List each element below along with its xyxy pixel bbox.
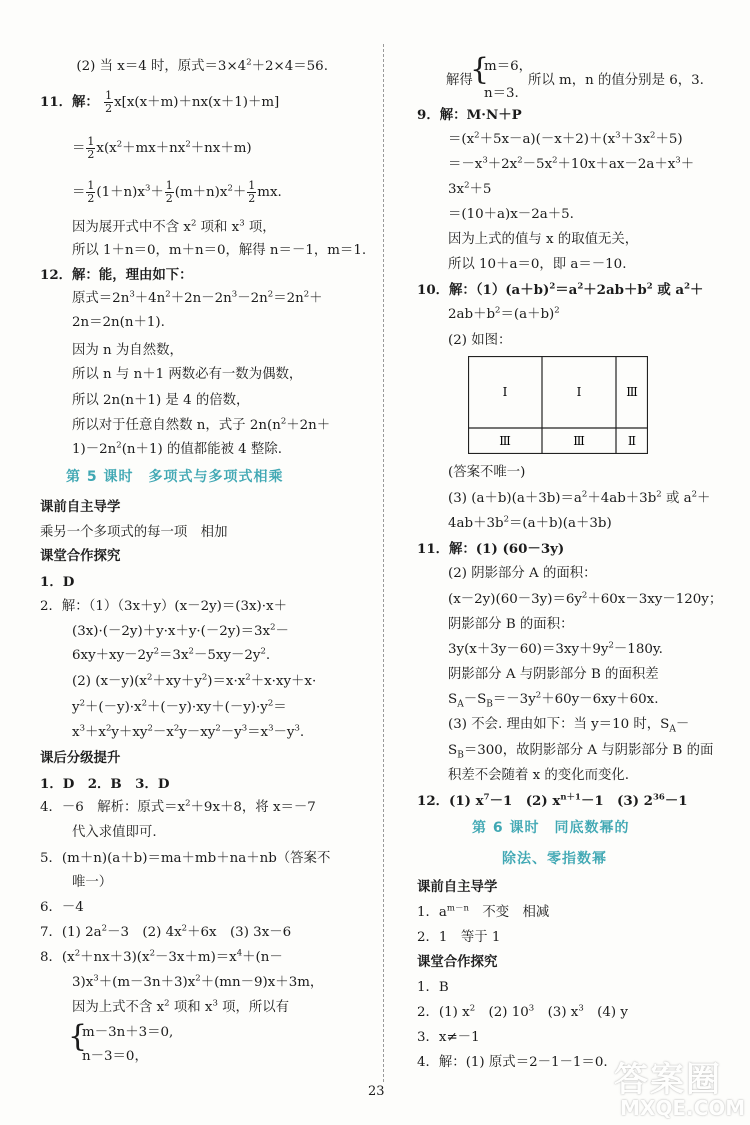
text-line: (2) $(x-y)(x^2+xy+y^2)=x\cdot x^2+x\cdot xy+x\cdot$: [72, 672, 317, 689]
text-line: (2) 如图：: [448, 333, 512, 348]
text-line: 所以 m，n 的值分别是 6，3.: [528, 73, 704, 88]
text-line: 5．(m＋n)(a＋b)＝ma＋mb＋na＋nb（答案不: [40, 851, 331, 866]
text-line: $1)-2n^2(n+1)$ 的值都能被 4 整除.: [72, 440, 282, 457]
text-line: 8．$(x^2+nx+3)(x^2-3x+m)=x^4+(n-$: [40, 948, 283, 965]
figure-label: Ⅲ: [573, 434, 585, 448]
fraction: $\frac{1}{2}$: [87, 179, 95, 205]
subsection-heading: 课前自主导学: [417, 880, 498, 895]
text-line: 所以 n 与 n＋1 两数必有一数为偶数，: [72, 367, 303, 382]
text-line: $2ab+b^2=(a+b)^2$: [448, 305, 560, 322]
text-line: 1．B: [417, 980, 449, 995]
text-line: 7．(1) $2a^2-3$ (2) $4x^2+6x$ (3) 3x－6: [40, 923, 292, 940]
text-line: 所以对于任意自然数 n，式子 $2n(n^2+2n+$: [72, 416, 331, 433]
text-line: $(3x)\cdot(-2y)+y\cdot x+y\cdot(-2y)=3x^2-$: [72, 622, 289, 639]
text-line: [40, 90, 279, 115]
text-line: 6．－4: [40, 900, 84, 915]
system-brace: {: [470, 52, 490, 87]
figure-label: Ⅰ: [576, 385, 582, 399]
text-line: $3y(x+3y-60)=3xy+9y^2-180y$.: [448, 640, 663, 657]
text-line: 所以 2n(n＋1) 是 4 的倍数，: [72, 393, 250, 408]
text-line: 4．－6 解析：原式$=x^2+9x+8$，将 x＝－7: [40, 798, 316, 815]
text-line: $x^3+x^2y+xy^2-x^2y-xy^2-y^3=x^3-y^3$.: [72, 723, 305, 740]
text-line: 2．解：（1）（3x＋y）(x－2y)＝(3x)·x＋: [40, 599, 287, 614]
figure-label: Ⅲ: [499, 434, 511, 448]
text-line: 原式$=2n^3+4n^2+2n-2n^3-2n^2=2n^2+$: [72, 289, 323, 306]
text-line: 2．(1) $x^2$ (2) $10^3$ (3) $x^3$ (4) y: [417, 1003, 628, 1020]
text-line: 因为展开式中不含 $x^2$ 项和 $x^3$ 项，: [72, 218, 276, 235]
text-line: ＝ $\frac{1}{2}$ $x(x^2+mx+nx^2+nx+m)$: [72, 135, 252, 161]
text-line: (3) $(a+b)(a+3b)=a^2+4ab+3b^2$ 或 $a^2+$: [448, 489, 711, 506]
text-line: (3) 不会. 理由如下：当 y＝10 时，$S_A-$: [448, 717, 690, 735]
text-line: 阴影部分 B 的面积：: [448, 617, 574, 632]
text-line: 因为上式不含 $x^2$ 项和 $x^3$ 项，所以有: [72, 998, 290, 1015]
text-line: 2．1 等于 1: [417, 930, 501, 945]
text-line: 2n＝2n(n＋1).: [72, 315, 165, 330]
fraction: $\frac{1}{2}$: [87, 135, 95, 161]
section-title: 第 5 课时 多项式与多项式相乘: [66, 469, 284, 485]
subsection-heading: 课堂合作探究: [417, 955, 498, 970]
text-line: (答案不唯一): [448, 465, 526, 480]
section-title: 第 6 课时 同底数幂的: [472, 820, 630, 836]
text-line: $=(x^2+5x-a)(-x+2)+(x^3+3x^2+5)$: [448, 130, 683, 147]
text-line: (2) 阴影部分 A 的面积：: [448, 566, 597, 581]
text-line: 乘另一个多项式的每一项 相加: [40, 525, 228, 540]
text-line: 因为上式的值与 x 的取值无关，: [448, 232, 639, 247]
text-line: 唯一）: [72, 875, 113, 890]
text-line: 解得: [446, 73, 473, 88]
answer-line: 1．D: [40, 574, 75, 590]
text-line: 3．x≠－1: [417, 1030, 480, 1045]
text-line: $3)x^3+(m-3n+3)x^2+(mn-9)x+3m$，: [72, 973, 324, 990]
expr: x[x(x＋m)＋nx(x＋1)＋m]: [114, 95, 280, 110]
text-line: n＝3.: [484, 86, 519, 101]
area-model-figure: [468, 356, 648, 454]
figure-label: Ⅱ: [627, 434, 637, 448]
subsection-heading: 课后分级提升: [40, 751, 121, 766]
question-label: 12．(1) $x^7-1$ (2) $x^{n+1}-1$ (3) $2^{36}-1$: [417, 792, 688, 809]
figure-outer-frame: [469, 357, 648, 454]
text-line: m－3n＋3＝0,: [82, 1025, 174, 1040]
text-line: $=-x^3+2x^2-5x^2+10x+ax-2a+x^3+$: [448, 155, 695, 172]
fraction: $\frac{1}{2}$: [105, 89, 113, 115]
text-line: 阴影部分 A 与阴影部分 B 的面积差: [448, 667, 659, 682]
subsection-heading: 课堂合作探究: [40, 549, 121, 564]
section-title: 除法、零指数幂: [502, 851, 607, 867]
text-line: 积差不会随着 x 的变化而变化.: [448, 768, 630, 783]
text-line: $6xy+xy-2y^2=3x^2-5xy-2y^2$.: [72, 646, 271, 663]
text-line: m＝6，: [484, 59, 532, 74]
question-label: 10．解：$(1)(a+b)^2=a^2+2ab+b^2$ 或 $a^2+$: [417, 281, 704, 298]
answer-line: 1．D 2．B 3．D: [40, 776, 170, 792]
text-line: $4ab+3b^2=(a+b)(a+3b)$: [448, 514, 612, 531]
figure-label: Ⅲ: [626, 385, 638, 399]
column-divider: [383, 44, 384, 1082]
text-line: 所以 10＋a＝0，即 a＝－10.: [448, 257, 627, 272]
text-line: ＝(10＋a)x－2a＋5.: [448, 207, 574, 222]
text-line: $3x^2+5$: [448, 180, 492, 197]
text-line: $(x-2y)(60-3y)=6y^2+60x-3xy-120y$；: [448, 590, 723, 607]
subsection-heading: 课前自主导学: [40, 500, 121, 515]
watermark-logo: 答案圈 MXQE.COM: [614, 1060, 746, 1120]
system-brace: {: [68, 1019, 88, 1054]
text-line: $S_A-S_B=-3y^2+60y-6xy+60x$.: [448, 690, 659, 710]
figure-label: Ⅰ: [502, 385, 508, 399]
text-line: n－3＝0，: [82, 1049, 148, 1064]
question-label: 9．解：M·N＋P: [417, 107, 522, 123]
text-line: 代入求值即可.: [72, 825, 157, 840]
question-label: 11．解：: [40, 94, 99, 110]
text-line: $S_B=300$，故阴影部分 A 与阴影部分 B 的面: [448, 743, 714, 761]
text-line: 4．解：(1) 原式＝2－1－1＝0.: [417, 1055, 608, 1070]
question-label: 12．解：能，理由如下：: [40, 267, 193, 283]
text-line: (2) 当 x＝4 时，原式$=3\times 4^2+2\times 4=56$.: [63, 57, 328, 74]
text-line: 所以 1＋n＝0，m＋n＝0，解得 n＝－1，m＝1.: [72, 243, 367, 258]
page-number: 23: [368, 1084, 385, 1099]
text-line: 因为 n 为自然数，: [72, 343, 183, 358]
text-line: ＝ $\frac{1}{2}$ $(1+n)x^3+$ $\frac{1}{2}$ $(m+n)x^2+$ $\frac{1}{2}$ mx.: [72, 179, 282, 205]
text-line: $y^2+(-y)\cdot x^2+(-y)\cdot xy+(-y)\cdot y^2=$: [72, 698, 287, 715]
text-line: 1．$a^{m-n}$ 不变 相减: [417, 903, 550, 920]
question-label: 11．解：(1) (60－3y): [417, 541, 565, 557]
fraction: $\frac{1}{2}$: [248, 179, 256, 205]
fraction: $\frac{1}{2}$: [165, 179, 173, 205]
